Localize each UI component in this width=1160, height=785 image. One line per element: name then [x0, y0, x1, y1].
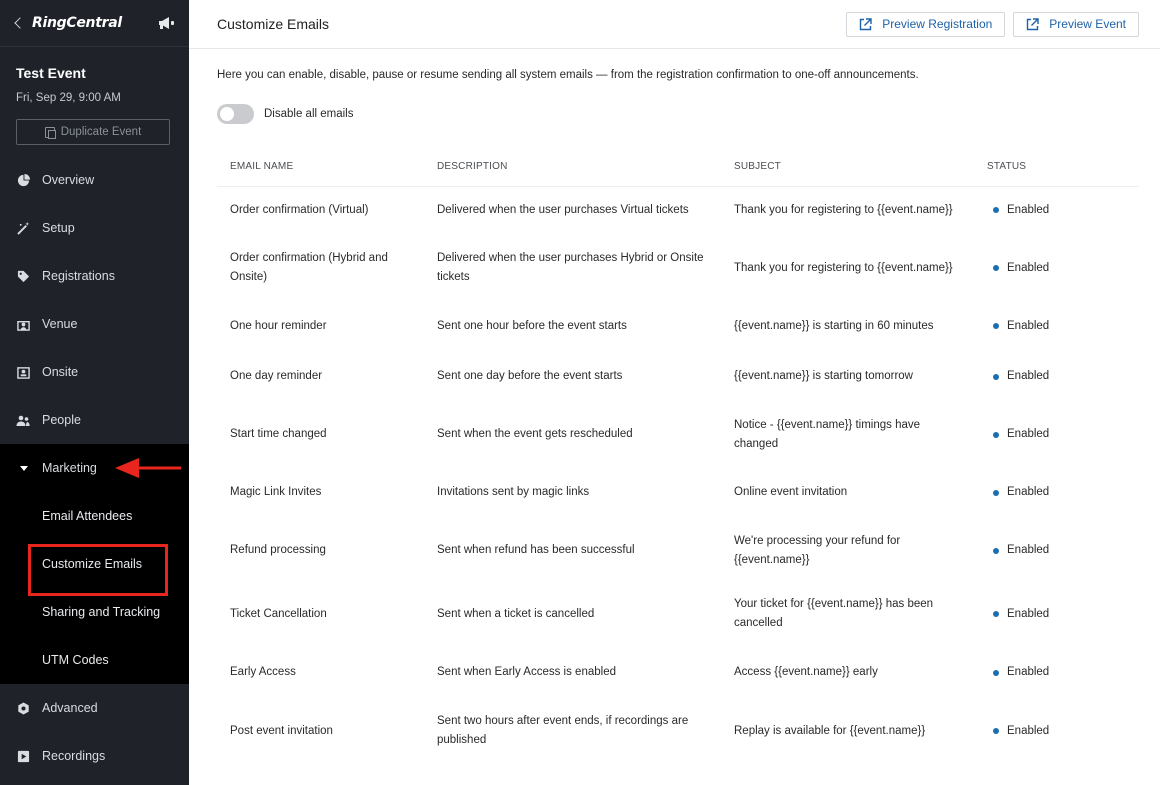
sidebar-item-overview[interactable]: [0, 156, 189, 204]
status-label: Enabled: [1007, 486, 1050, 498]
venue-icon: [16, 317, 30, 331]
description-cell: Sent one day before the event starts: [437, 370, 623, 382]
sidebar-subitem-label: Customize Emails: [42, 557, 143, 571]
description-cell: Sent when Early Access is enabled: [437, 666, 616, 678]
brand-bar: [0, 0, 189, 47]
intro-text: Here you can enable, disable, pause or resume sending all system emails — from the registration confirmation to one-off announcements.: [217, 69, 919, 81]
email-name-cell: One hour reminder: [230, 319, 327, 332]
preview-event-label: Preview Event: [1049, 17, 1126, 31]
status-label: Enabled: [1007, 607, 1050, 620]
toggle-knob: [220, 107, 234, 121]
people-icon: [16, 413, 30, 427]
sidebar-item-onsite[interactable]: [0, 348, 189, 396]
status-badge: [987, 722, 1126, 741]
external-link-icon: [1026, 18, 1039, 31]
status-cell: [974, 646, 1139, 699]
description-cell: Sent when a ticket is cancelled: [437, 607, 595, 620]
play-icon: [16, 749, 30, 763]
status-badge: [987, 259, 1126, 278]
duplicate-event-label: Duplicate Event: [60, 126, 142, 138]
status-badge: [987, 483, 1126, 502]
table-row[interactable]: [217, 234, 1139, 302]
email-name-cell: Start time changed: [230, 428, 327, 440]
table-row[interactable]: [217, 699, 1139, 763]
email-name-cell: Order confirmation (Hybrid and Onsite): [230, 252, 388, 283]
subject-cell: Thank you for registering to {{event.name}}: [734, 261, 953, 274]
disable-all-row: [217, 104, 353, 124]
col-email-name: EMAIL NAME: [217, 148, 424, 186]
subject-cell: Notice - {{event.name}} timings have changed: [734, 418, 921, 450]
description-cell: Sent two hours after event ends, if recordings are published: [437, 715, 689, 746]
description-cell: Sent when the event gets rescheduled: [437, 428, 633, 440]
sidebar-subitem-utm-codes[interactable]: [0, 636, 189, 684]
description-cell: Sent when refund has been successful: [437, 544, 635, 556]
external-link-icon: [859, 18, 872, 31]
table-header-row: [217, 148, 1139, 186]
magic-wand-icon: [16, 221, 30, 235]
caret-down-icon: [20, 466, 28, 471]
subject-cell: We're processing your refund for {{event.name}}: [734, 534, 901, 566]
status-dot-icon: [993, 670, 999, 676]
description-cell: Invitations sent by magic links: [437, 486, 590, 498]
sidebar-subitem-label: UTM Codes: [42, 653, 109, 667]
status-label: Enabled: [1007, 666, 1050, 678]
status-badge: [987, 201, 1126, 220]
copy-icon: [45, 127, 55, 138]
main-content: [189, 0, 1160, 785]
status-cell: [974, 302, 1139, 350]
status-badge: [987, 425, 1126, 444]
status-badge: [987, 663, 1126, 682]
status-dot-icon: [993, 728, 999, 734]
event-date: Fri, Sep 29, 9:00 AM: [16, 92, 121, 104]
sidebar-item-label: Recordings: [42, 749, 106, 763]
col-description: DESCRIPTION: [424, 148, 721, 186]
table-row[interactable]: [217, 582, 1139, 646]
sidebar-item-label: Setup: [42, 221, 75, 235]
subject-cell: Online event invitation: [734, 486, 848, 498]
sidebar-item-setup[interactable]: [0, 204, 189, 252]
email-name-cell: One day reminder: [230, 370, 323, 382]
disable-all-label: Disable all emails: [264, 108, 354, 120]
subject-cell: {{event.name}} is starting in 60 minutes: [734, 319, 934, 332]
description-cell: Sent one hour before the event starts: [437, 319, 627, 332]
sidebar-item-people[interactable]: [0, 396, 189, 444]
duplicate-event-button[interactable]: [16, 119, 170, 145]
sidebar-item-label: Venue: [42, 317, 78, 331]
table-row[interactable]: [217, 186, 1139, 234]
sidebar-item-recordings[interactable]: [0, 732, 189, 780]
annotation-arrow-icon: [115, 457, 183, 479]
status-dot-icon: [993, 323, 999, 329]
table-row[interactable]: [217, 466, 1139, 519]
col-status: STATUS: [974, 148, 1139, 186]
sidebar-item-registrations[interactable]: [0, 252, 189, 300]
page-title: Customize Emails: [217, 16, 330, 32]
sidebar-subitem-email-attendees[interactable]: [0, 492, 189, 540]
status-badge: [987, 605, 1126, 624]
tag-icon: [16, 269, 30, 283]
status-cell: [974, 519, 1139, 582]
table-row[interactable]: [217, 302, 1139, 350]
gear-icon: [16, 701, 30, 715]
subject-cell: Your ticket for {{event.name}} has been cancelled: [734, 598, 934, 629]
event-title: Test Event: [16, 65, 86, 81]
status-badge: [987, 367, 1126, 386]
status-dot-icon: [993, 611, 999, 617]
preview-registration-button[interactable]: [846, 12, 1005, 37]
status-dot-icon: [993, 432, 999, 438]
status-badge: [987, 317, 1126, 336]
sidebar-item-label: Advanced: [42, 701, 98, 715]
status-cell: [974, 466, 1139, 519]
email-name-cell: Early Access: [230, 666, 296, 678]
sidebar-item-label: People: [42, 413, 81, 427]
status-label: Enabled: [1007, 544, 1050, 556]
status-cell: [974, 186, 1139, 234]
badge-icon: [16, 365, 30, 379]
ringcentral-logo: RingCentral: [32, 15, 122, 31]
status-label: Enabled: [1007, 428, 1050, 440]
sidebar-item-advanced[interactable]: [0, 684, 189, 732]
table-row[interactable]: [217, 519, 1139, 582]
status-dot-icon: [993, 207, 999, 213]
table-row[interactable]: [217, 646, 1139, 699]
table-row[interactable]: [217, 403, 1139, 466]
sidebar-subitem-label: Email Attendees: [42, 509, 133, 523]
preview-event-button[interactable]: [1013, 12, 1139, 37]
sidebar-item-label: Onsite: [42, 365, 79, 379]
status-cell: [974, 234, 1139, 302]
emails-table: [217, 148, 1139, 763]
preview-registration-label: Preview Registration: [882, 17, 993, 31]
sidebar-item-label: Registrations: [42, 269, 115, 283]
status-label: Enabled: [1007, 203, 1050, 216]
sidebar-subitem-sharing-tracking[interactable]: [0, 588, 189, 636]
disable-all-toggle[interactable]: [217, 104, 254, 124]
sidebar-subitem-customize-emails[interactable]: [0, 540, 189, 588]
description-cell: Delivered when the user purchases Virtual tickets: [437, 203, 689, 216]
col-subject: SUBJECT: [721, 148, 974, 186]
event-info: [0, 47, 189, 145]
sidebar-item-venue[interactable]: [0, 300, 189, 348]
status-cell: [974, 403, 1139, 466]
status-label: Enabled: [1007, 724, 1050, 737]
marketing-group: [0, 444, 189, 684]
status-badge: [987, 541, 1126, 560]
subject-cell: Replay is available for {{event.name}}: [734, 724, 926, 737]
status-dot-icon: [993, 374, 999, 380]
pie-chart-icon: [16, 173, 30, 187]
page-header: [189, 0, 1160, 49]
status-dot-icon: [993, 548, 999, 554]
status-dot-icon: [993, 490, 999, 496]
sidebar-item-label: Overview: [42, 173, 95, 187]
sidebar-subitem-label: Sharing and Tracking: [42, 605, 161, 619]
email-name-cell: Refund processing: [230, 544, 326, 556]
subject-cell: Access {{event.name}} early: [734, 666, 878, 678]
status-label: Enabled: [1007, 370, 1050, 382]
email-name-cell: Order confirmation (Virtual): [230, 203, 369, 216]
sidebar-item-label: Marketing: [42, 461, 97, 475]
status-cell: [974, 350, 1139, 403]
table-row[interactable]: [217, 350, 1139, 403]
email-name-cell: Magic Link Invites: [230, 486, 322, 498]
status-label: Enabled: [1007, 319, 1050, 332]
megaphone-icon[interactable]: [157, 15, 175, 31]
back-chevron-icon[interactable]: [14, 17, 25, 28]
status-dot-icon: [993, 265, 999, 271]
sidebar: [0, 0, 189, 785]
email-name-cell: Ticket Cancellation: [230, 607, 327, 620]
email-name-cell: Post event invitation: [230, 724, 333, 737]
subject-cell: {{event.name}} is starting tomorrow: [734, 370, 913, 382]
subject-cell: Thank you for registering to {{event.name}}: [734, 203, 953, 216]
status-cell: [974, 582, 1139, 646]
description-cell: Delivered when the user purchases Hybrid or Onsite tickets: [437, 252, 704, 283]
status-cell: [974, 699, 1139, 763]
status-label: Enabled: [1007, 261, 1050, 274]
